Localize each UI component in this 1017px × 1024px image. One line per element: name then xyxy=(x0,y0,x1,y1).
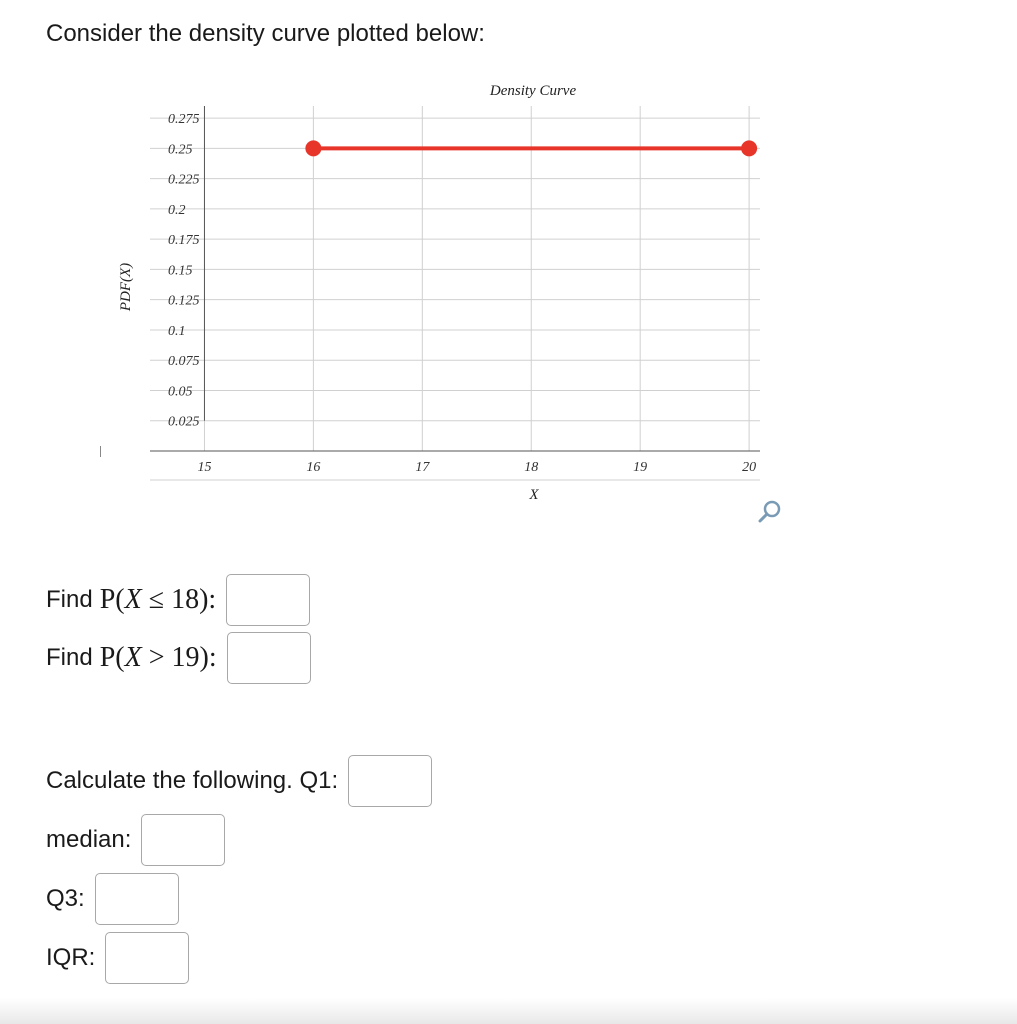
y-axis-label: PDF(X) xyxy=(118,262,134,312)
chart-grid xyxy=(150,106,760,451)
answer-q1-input[interactable] xyxy=(348,755,432,807)
bottom-fade xyxy=(0,998,1017,1024)
x-axis-label: X xyxy=(529,487,539,503)
x-tick-label: 18 xyxy=(524,460,539,475)
answer-iqr-input[interactable] xyxy=(105,932,189,984)
chart-axes xyxy=(150,106,760,480)
question-q3 xyxy=(46,873,179,925)
y-tick-label: 0.125 xyxy=(168,293,200,309)
y-tick-label: 0.1 xyxy=(168,323,186,339)
density-endpoint xyxy=(741,140,757,156)
question-q1 xyxy=(46,755,432,807)
q1-label: Calculate the following. Q1: xyxy=(46,767,339,794)
density-endpoint xyxy=(305,140,321,156)
x-tick-label: 16 xyxy=(306,460,321,475)
answer-p-le-18-input[interactable] xyxy=(226,574,310,626)
answer-median-input[interactable] xyxy=(141,814,225,866)
x-tick-label: 15 xyxy=(197,460,212,475)
x-tick-label: 20 xyxy=(742,460,757,475)
y-tick-label: 0.225 xyxy=(168,172,200,188)
y-tick-label: 0.275 xyxy=(168,112,200,128)
question-iqr xyxy=(46,932,189,984)
question-prefix: Find xyxy=(46,586,93,613)
y-tick-label: 0.075 xyxy=(168,354,200,370)
chart-title: Density Curve xyxy=(489,83,577,99)
x-tick-label: 17 xyxy=(415,460,430,475)
page-heading: Consider the density curve plotted below: xyxy=(46,20,485,47)
x-tick-label: 19 xyxy=(633,460,648,475)
y-tick-label: 0.15 xyxy=(168,263,193,279)
question-math: P(X ≤ 18): xyxy=(99,584,217,615)
question-p-gt-19 xyxy=(46,632,311,684)
y-tick-label: 0.2 xyxy=(168,202,186,218)
answer-q3-input[interactable] xyxy=(95,873,179,925)
y-tick-label: 0.05 xyxy=(168,384,193,400)
question-median xyxy=(46,814,225,866)
question-prefix: Find xyxy=(46,644,93,671)
stray-tick-mark xyxy=(100,446,101,457)
iqr-label: IQR: xyxy=(46,944,96,971)
y-tick-label: 0.025 xyxy=(168,414,200,430)
q3-label: Q3: xyxy=(46,885,85,912)
answer-p-gt-19-input[interactable] xyxy=(227,632,311,684)
x-tick-labels xyxy=(197,460,756,475)
magnifier-icon[interactable] xyxy=(755,498,785,528)
median-label: median: xyxy=(46,826,132,853)
question-math: P(X > 19): xyxy=(99,642,217,673)
y-tick-labels xyxy=(168,112,200,430)
question-p-le-18 xyxy=(46,574,310,626)
y-tick-label: 0.25 xyxy=(168,142,193,158)
y-tick-label: 0.175 xyxy=(168,233,200,249)
